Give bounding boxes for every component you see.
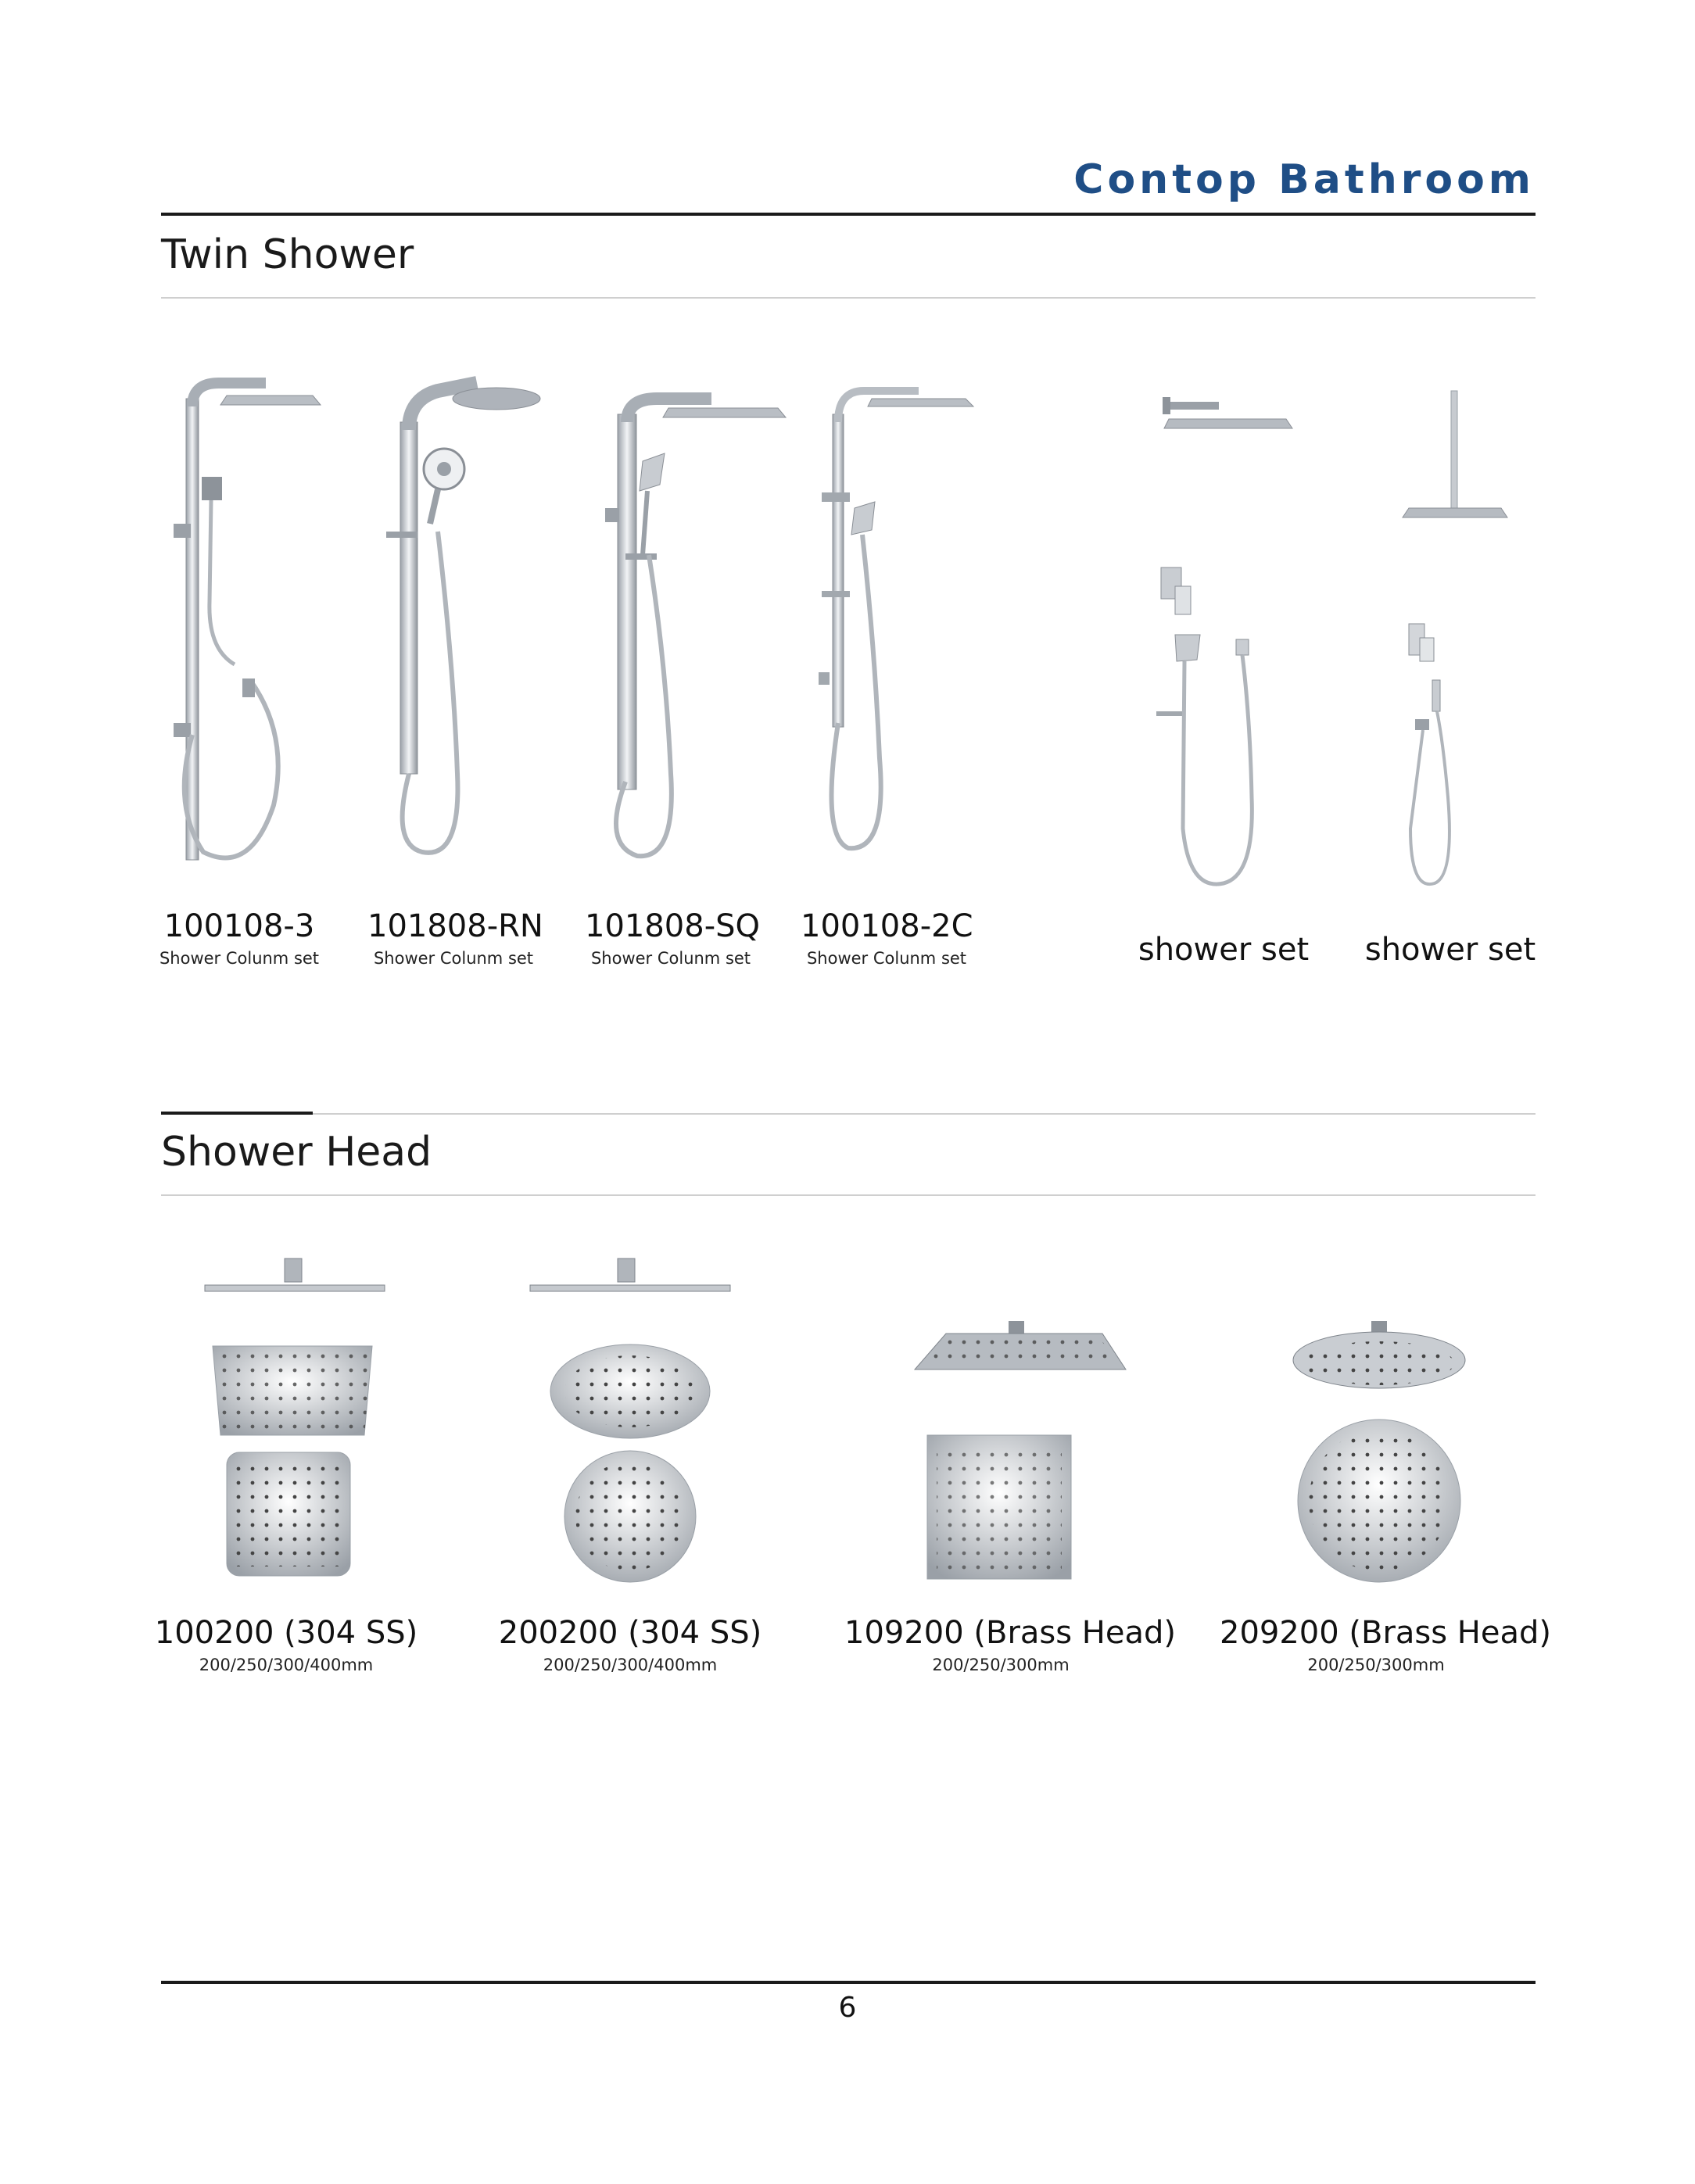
product-spec: 200/250/300mm: [932, 1656, 1070, 1674]
shower-set-label: shower set: [1364, 932, 1536, 968]
product-model: 101808-SQ: [585, 908, 761, 944]
shower-set-image: [1392, 391, 1517, 899]
product-desc: Shower Colunm set: [159, 949, 320, 968]
section-accent-rule: [161, 1112, 313, 1115]
shower-head-image: [529, 1251, 732, 1587]
product-model: 100200 (304 SS): [154, 1615, 418, 1651]
shower-set-image: [1153, 391, 1310, 899]
product-spec: 200/250/300mm: [1307, 1656, 1445, 1674]
shower-set-label: shower set: [1138, 932, 1310, 968]
product-spec: 200/250/300/400mm: [543, 1656, 718, 1674]
product-model: 109200 (Brass Head): [844, 1615, 1177, 1651]
shower-column-image: [383, 367, 547, 868]
section-title-twin-shower: Twin Shower: [161, 231, 414, 278]
section-title-shower-head: Shower Head: [161, 1129, 432, 1176]
product-desc: Shower Colunm set: [590, 949, 751, 968]
section-rule: [161, 1194, 1536, 1196]
shower-column-image: [594, 367, 790, 868]
product-model: 200200 (304 SS): [498, 1615, 762, 1651]
product-desc: Shower Colunm set: [373, 949, 534, 968]
product-model: 101808-RN: [367, 908, 543, 944]
section-rule: [161, 297, 1536, 299]
product-model: 100108-2C: [801, 908, 973, 944]
shower-head-image: [203, 1251, 391, 1587]
shower-head-image: [1290, 1321, 1470, 1587]
brand-title: Contop Bathroom: [1073, 156, 1535, 203]
product-model: 209200 (Brass Head): [1220, 1615, 1552, 1651]
product-model: 100108-3: [163, 908, 315, 944]
page-number: 6: [838, 1992, 857, 2024]
header-rule: [161, 213, 1536, 216]
shower-head-image: [915, 1321, 1126, 1587]
footer-rule: [161, 1981, 1536, 1984]
product-spec: 200/250/300/400mm: [199, 1656, 374, 1674]
shower-column-image: [817, 367, 981, 868]
section-rule: [313, 1113, 1536, 1115]
shower-column-image: [164, 367, 328, 868]
product-desc: Shower Colunm set: [806, 949, 967, 968]
